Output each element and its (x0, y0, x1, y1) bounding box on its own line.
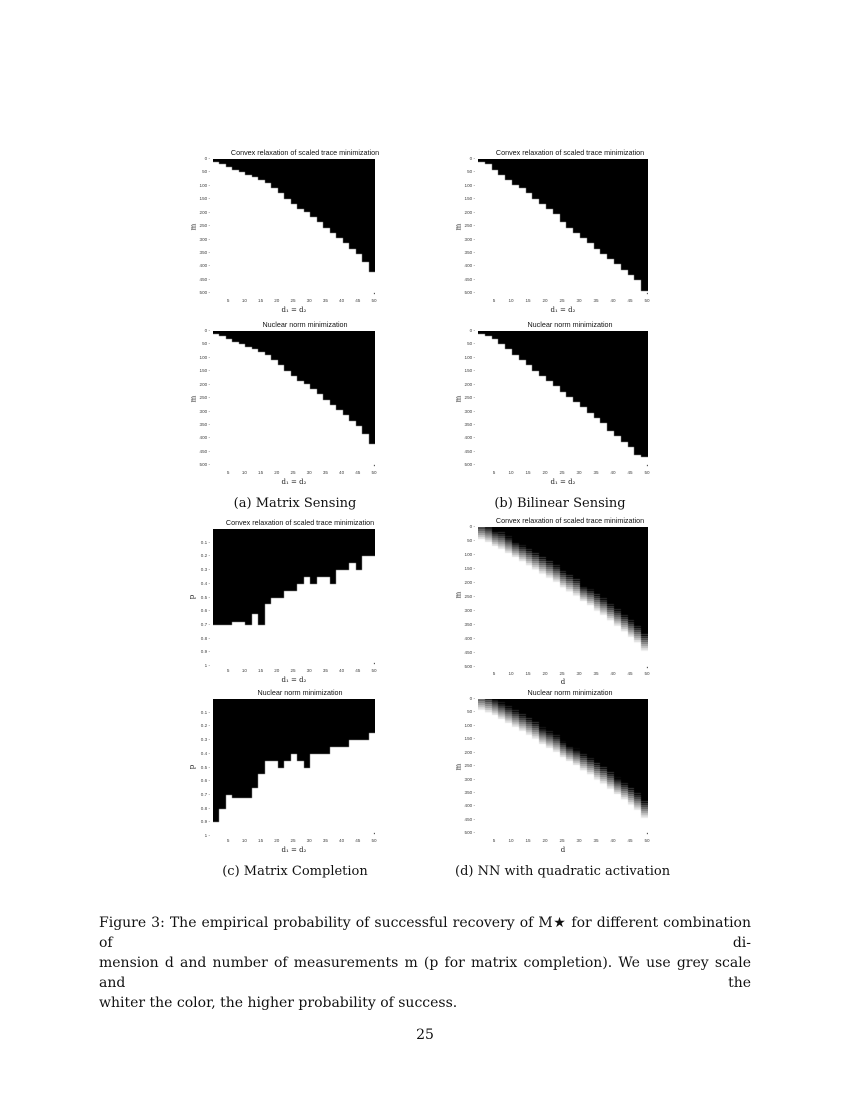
y-tick-label: 1 - (204, 663, 210, 668)
x-tick-label: 5 (226, 470, 230, 475)
caption-line: mension d and number of measurements m (p for matrix completion). We use grey scale and the (99, 955, 751, 991)
plot-title: Convex relaxation of scaled trace minimization (495, 148, 645, 157)
y-tick-label: 500 - (464, 462, 475, 468)
x-tick-label: 35 (322, 470, 328, 475)
x-tick-label: 45 (627, 838, 633, 843)
x-tick-label: 15 (258, 470, 264, 475)
x-tick-label: 25 (559, 671, 565, 676)
y-tick-label: 0.9 - (200, 649, 210, 655)
y-tick-label: 400 - (464, 636, 475, 642)
y-tick-label: 400 - (199, 263, 210, 269)
y-tick-label: 150 - (464, 368, 475, 374)
y-tick-label: 150 - (464, 566, 475, 572)
y-tick-label: 100 - (464, 722, 475, 728)
x-tick-label: 15 (258, 668, 264, 673)
x-tick-label: 10 (508, 838, 514, 843)
y-tick-label: 200 - (464, 209, 475, 215)
y-tick-label: 450 - (464, 276, 475, 282)
y-tick-label: 0.4 - (200, 580, 210, 586)
y-tick-label: 250 - (464, 594, 475, 600)
page-number: 25 (416, 1027, 434, 1043)
x-tick-label: 15 (525, 298, 531, 303)
y-tick-label: 0.6 - (200, 608, 210, 614)
y-tick-label: 300 - (199, 236, 210, 242)
y-axis-label: m (454, 763, 463, 771)
x-tick-label: 30 (576, 470, 582, 475)
y-tick-label: 0 - (469, 696, 475, 701)
y-tick-label: 100 - (464, 354, 475, 360)
plot-title: Convex relaxation of scaled trace minimization (225, 518, 375, 527)
y-tick-label: 450 - (464, 448, 475, 454)
panel-d-plot-1 (455, 516, 665, 688)
y-axis-label: m (454, 223, 463, 231)
y-tick-label: 0 - (204, 328, 210, 333)
x-axis-label: d₁ = d₂ (550, 478, 576, 486)
x-tick-label: 10 (508, 298, 514, 303)
x-tick-label: 15 (525, 470, 531, 475)
x-axis-label: d₁ = d₂ (281, 846, 307, 854)
heatmap (213, 159, 375, 296)
heatmap (478, 159, 648, 296)
y-tick-label: 0.9 - (200, 819, 210, 825)
y-tick-label: 200 - (199, 209, 210, 215)
y-tick-label: 400 - (464, 435, 475, 441)
x-tick-label: 20 (542, 470, 548, 475)
y-axis-label: m (454, 395, 463, 403)
y-tick-label: 50 - (467, 169, 475, 175)
y-axis-label: m (189, 395, 198, 403)
y-tick-label: 250 - (199, 395, 210, 401)
x-tick-label: 25 (290, 470, 296, 475)
subcaption-c: (c) Matrix Completion (222, 864, 368, 879)
y-tick-label: 0.3 - (200, 567, 210, 573)
y-tick-label: 50 - (202, 341, 210, 347)
x-tick-label: 45 (627, 470, 633, 475)
y-tick-label: 0 - (469, 524, 475, 529)
x-tick-label: 5 (226, 668, 230, 673)
x-tick-label: 40 (339, 298, 345, 303)
x-tick-label: 35 (593, 298, 599, 303)
y-tick-label: 150 - (464, 736, 475, 742)
x-tick-label: 5 (492, 671, 496, 676)
y-tick-label: 350 - (199, 249, 210, 255)
x-tick-label: 50 (371, 838, 377, 843)
x-tick-label: 20 (542, 298, 548, 303)
x-tick-label: 20 (542, 838, 548, 843)
x-tick-label: 10 (241, 470, 247, 475)
y-tick-label: 350 - (464, 249, 475, 255)
x-tick-label: 5 (492, 298, 496, 303)
y-tick-label: 0.8 - (200, 635, 210, 641)
y-tick-label: 50 - (467, 341, 475, 347)
y-tick-label: 200 - (464, 381, 475, 387)
x-tick-label: 35 (322, 298, 328, 303)
subcaption-b: (b) Bilinear Sensing (494, 496, 626, 511)
x-tick-label: 50 (371, 470, 377, 475)
x-tick-label: 35 (593, 470, 599, 475)
x-tick-label: 40 (339, 470, 345, 475)
x-tick-label: 10 (508, 470, 514, 475)
y-tick-label: 0.6 - (200, 778, 210, 784)
y-tick-label: 0 - (204, 156, 210, 161)
x-tick-label: 10 (508, 671, 514, 676)
x-tick-label: 25 (559, 298, 565, 303)
y-tick-label: 0.2 - (200, 553, 210, 559)
y-tick-label: 350 - (464, 789, 475, 795)
x-tick-label: 20 (542, 671, 548, 676)
y-tick-label: 1 - (204, 833, 210, 838)
y-tick-label: 450 - (199, 448, 210, 454)
y-tick-label: 300 - (464, 408, 475, 414)
x-tick-label: 45 (627, 671, 633, 676)
heatmap (478, 331, 648, 468)
x-tick-label: 45 (355, 668, 361, 673)
heatmap (213, 331, 375, 468)
heatmap (478, 699, 648, 836)
x-tick-label: 50 (644, 671, 650, 676)
x-tick-label: 30 (576, 298, 582, 303)
x-tick-label: 5 (226, 298, 230, 303)
x-tick-label: 15 (525, 838, 531, 843)
plot-title: Nuclear norm minimization (262, 320, 348, 329)
y-tick-label: 500 - (464, 830, 475, 836)
x-tick-label: 30 (306, 838, 312, 843)
y-tick-label: 400 - (464, 803, 475, 809)
x-tick-label: 50 (371, 298, 377, 303)
y-tick-label: 450 - (464, 650, 475, 656)
y-tick-label: 500 - (464, 290, 475, 296)
x-tick-label: 40 (610, 671, 616, 676)
y-tick-label: 250 - (464, 223, 475, 229)
x-tick-label: 25 (290, 298, 296, 303)
x-tick-label: 20 (274, 470, 280, 475)
x-tick-label: 40 (610, 838, 616, 843)
x-tick-label: 50 (371, 668, 377, 673)
y-axis-label: p (188, 764, 197, 770)
y-tick-label: 0 - (469, 328, 475, 333)
x-tick-label: 5 (492, 470, 496, 475)
x-tick-label: 45 (355, 838, 361, 843)
x-tick-label: 15 (258, 298, 264, 303)
y-tick-label: 200 - (464, 749, 475, 755)
heatmap (213, 529, 375, 666)
x-tick-label: 10 (241, 838, 247, 843)
x-tick-label: 50 (644, 470, 650, 475)
heatmap (478, 527, 648, 670)
x-tick-label: 30 (576, 838, 582, 843)
y-tick-label: 100 - (464, 182, 475, 188)
plot-title: Convex relaxation of scaled trace minimization (230, 148, 380, 157)
y-tick-label: 0.2 - (200, 723, 210, 729)
panel-b-plot-1 (455, 148, 665, 318)
y-axis-label: m (189, 223, 198, 231)
y-tick-label: 100 - (199, 354, 210, 360)
y-tick-label: 0.3 - (200, 737, 210, 743)
x-tick-label: 30 (306, 668, 312, 673)
subcaption-d: (d) NN with quadratic activation (455, 864, 671, 879)
x-axis-label: d (560, 678, 566, 686)
y-tick-label: 350 - (199, 421, 210, 427)
y-tick-label: 400 - (464, 263, 475, 269)
plot-title: Nuclear norm minimization (527, 320, 613, 329)
x-tick-label: 40 (610, 298, 616, 303)
panel-d-plot-2 (455, 688, 665, 860)
y-tick-label: 400 - (199, 435, 210, 441)
y-tick-label: 150 - (199, 196, 210, 202)
x-tick-label: 20 (274, 298, 280, 303)
panel-b-plot-2 (455, 320, 665, 490)
y-tick-label: 300 - (199, 408, 210, 414)
x-tick-label: 30 (576, 671, 582, 676)
y-tick-label: 0.5 - (200, 594, 210, 600)
y-tick-label: 50 - (202, 169, 210, 175)
x-tick-label: 25 (290, 668, 296, 673)
x-tick-label: 40 (339, 838, 345, 843)
y-tick-label: 300 - (464, 608, 475, 614)
x-axis-label: d₁ = d₂ (550, 306, 576, 314)
y-tick-label: 0.5 - (200, 764, 210, 770)
y-tick-label: 250 - (464, 395, 475, 401)
panel-a-plot-1 (190, 148, 400, 318)
x-tick-label: 45 (355, 470, 361, 475)
x-tick-label: 25 (559, 470, 565, 475)
x-tick-label: 45 (355, 298, 361, 303)
y-tick-label: 150 - (199, 368, 210, 374)
y-tick-label: 500 - (464, 664, 475, 670)
y-axis-label: m (454, 591, 463, 599)
x-axis-label: d₁ = d₂ (281, 676, 307, 684)
x-tick-label: 45 (627, 298, 633, 303)
y-tick-label: 500 - (199, 290, 210, 296)
plot-title: Nuclear norm minimization (257, 688, 343, 697)
x-tick-label: 10 (241, 298, 247, 303)
x-axis-label: d (560, 846, 566, 854)
x-tick-label: 15 (258, 838, 264, 843)
y-tick-label: 200 - (199, 381, 210, 387)
y-axis-label: p (188, 594, 197, 600)
y-tick-label: 150 - (464, 196, 475, 202)
x-tick-label: 35 (593, 671, 599, 676)
y-tick-label: 250 - (199, 223, 210, 229)
x-tick-label: 20 (274, 668, 280, 673)
y-tick-label: 350 - (464, 421, 475, 427)
x-tick-label: 50 (644, 298, 650, 303)
y-tick-label: 0.7 - (200, 791, 210, 797)
x-axis-label: d₁ = d₂ (281, 306, 307, 314)
y-tick-label: 0 - (469, 156, 475, 161)
caption-line: Figure 3: The empirical probability of successful recovery of M★ for different combination of di- (99, 915, 751, 951)
x-tick-label: 30 (306, 298, 312, 303)
plot-title: Convex relaxation of scaled trace minimization (495, 516, 645, 525)
plot-title: Nuclear norm minimization (527, 688, 613, 697)
x-tick-label: 30 (306, 470, 312, 475)
subcaption-a: (a) Matrix Sensing (233, 496, 357, 511)
y-tick-label: 0.1 - (200, 539, 210, 545)
y-tick-label: 0.4 - (200, 750, 210, 756)
y-tick-label: 50 - (467, 709, 475, 715)
x-tick-label: 40 (610, 470, 616, 475)
panel-c-plot-1 (190, 518, 400, 688)
x-tick-label: 10 (241, 668, 247, 673)
caption-line: whiter the color, the higher probability of success. (99, 995, 458, 1011)
x-tick-label: 35 (322, 838, 328, 843)
heatmap (213, 699, 375, 836)
y-tick-label: 450 - (464, 816, 475, 822)
y-tick-label: 300 - (464, 776, 475, 782)
y-tick-label: 100 - (199, 182, 210, 188)
figure-caption (99, 913, 751, 1013)
y-tick-label: 0.1 - (200, 709, 210, 715)
panel-a-plot-2 (190, 320, 400, 490)
x-tick-label: 5 (492, 838, 496, 843)
x-tick-label: 5 (226, 838, 230, 843)
y-tick-label: 500 - (199, 462, 210, 468)
x-tick-label: 25 (559, 838, 565, 843)
y-tick-label: 0.8 - (200, 805, 210, 811)
panel-c-plot-2 (190, 688, 400, 858)
y-tick-label: 100 - (464, 552, 475, 558)
x-tick-label: 15 (525, 671, 531, 676)
y-tick-label: 450 - (199, 276, 210, 282)
x-tick-label: 50 (644, 838, 650, 843)
y-tick-label: 300 - (464, 236, 475, 242)
x-tick-label: 35 (593, 838, 599, 843)
y-tick-label: 250 - (464, 763, 475, 769)
y-tick-label: 350 - (464, 622, 475, 628)
y-tick-label: 0.7 - (200, 621, 210, 627)
x-tick-label: 35 (322, 668, 328, 673)
y-tick-label: 50 - (467, 538, 475, 543)
y-tick-label: 200 - (464, 580, 475, 586)
x-axis-label: d₁ = d₂ (281, 478, 307, 486)
x-tick-label: 20 (274, 838, 280, 843)
x-tick-label: 40 (339, 668, 345, 673)
x-tick-label: 25 (290, 838, 296, 843)
